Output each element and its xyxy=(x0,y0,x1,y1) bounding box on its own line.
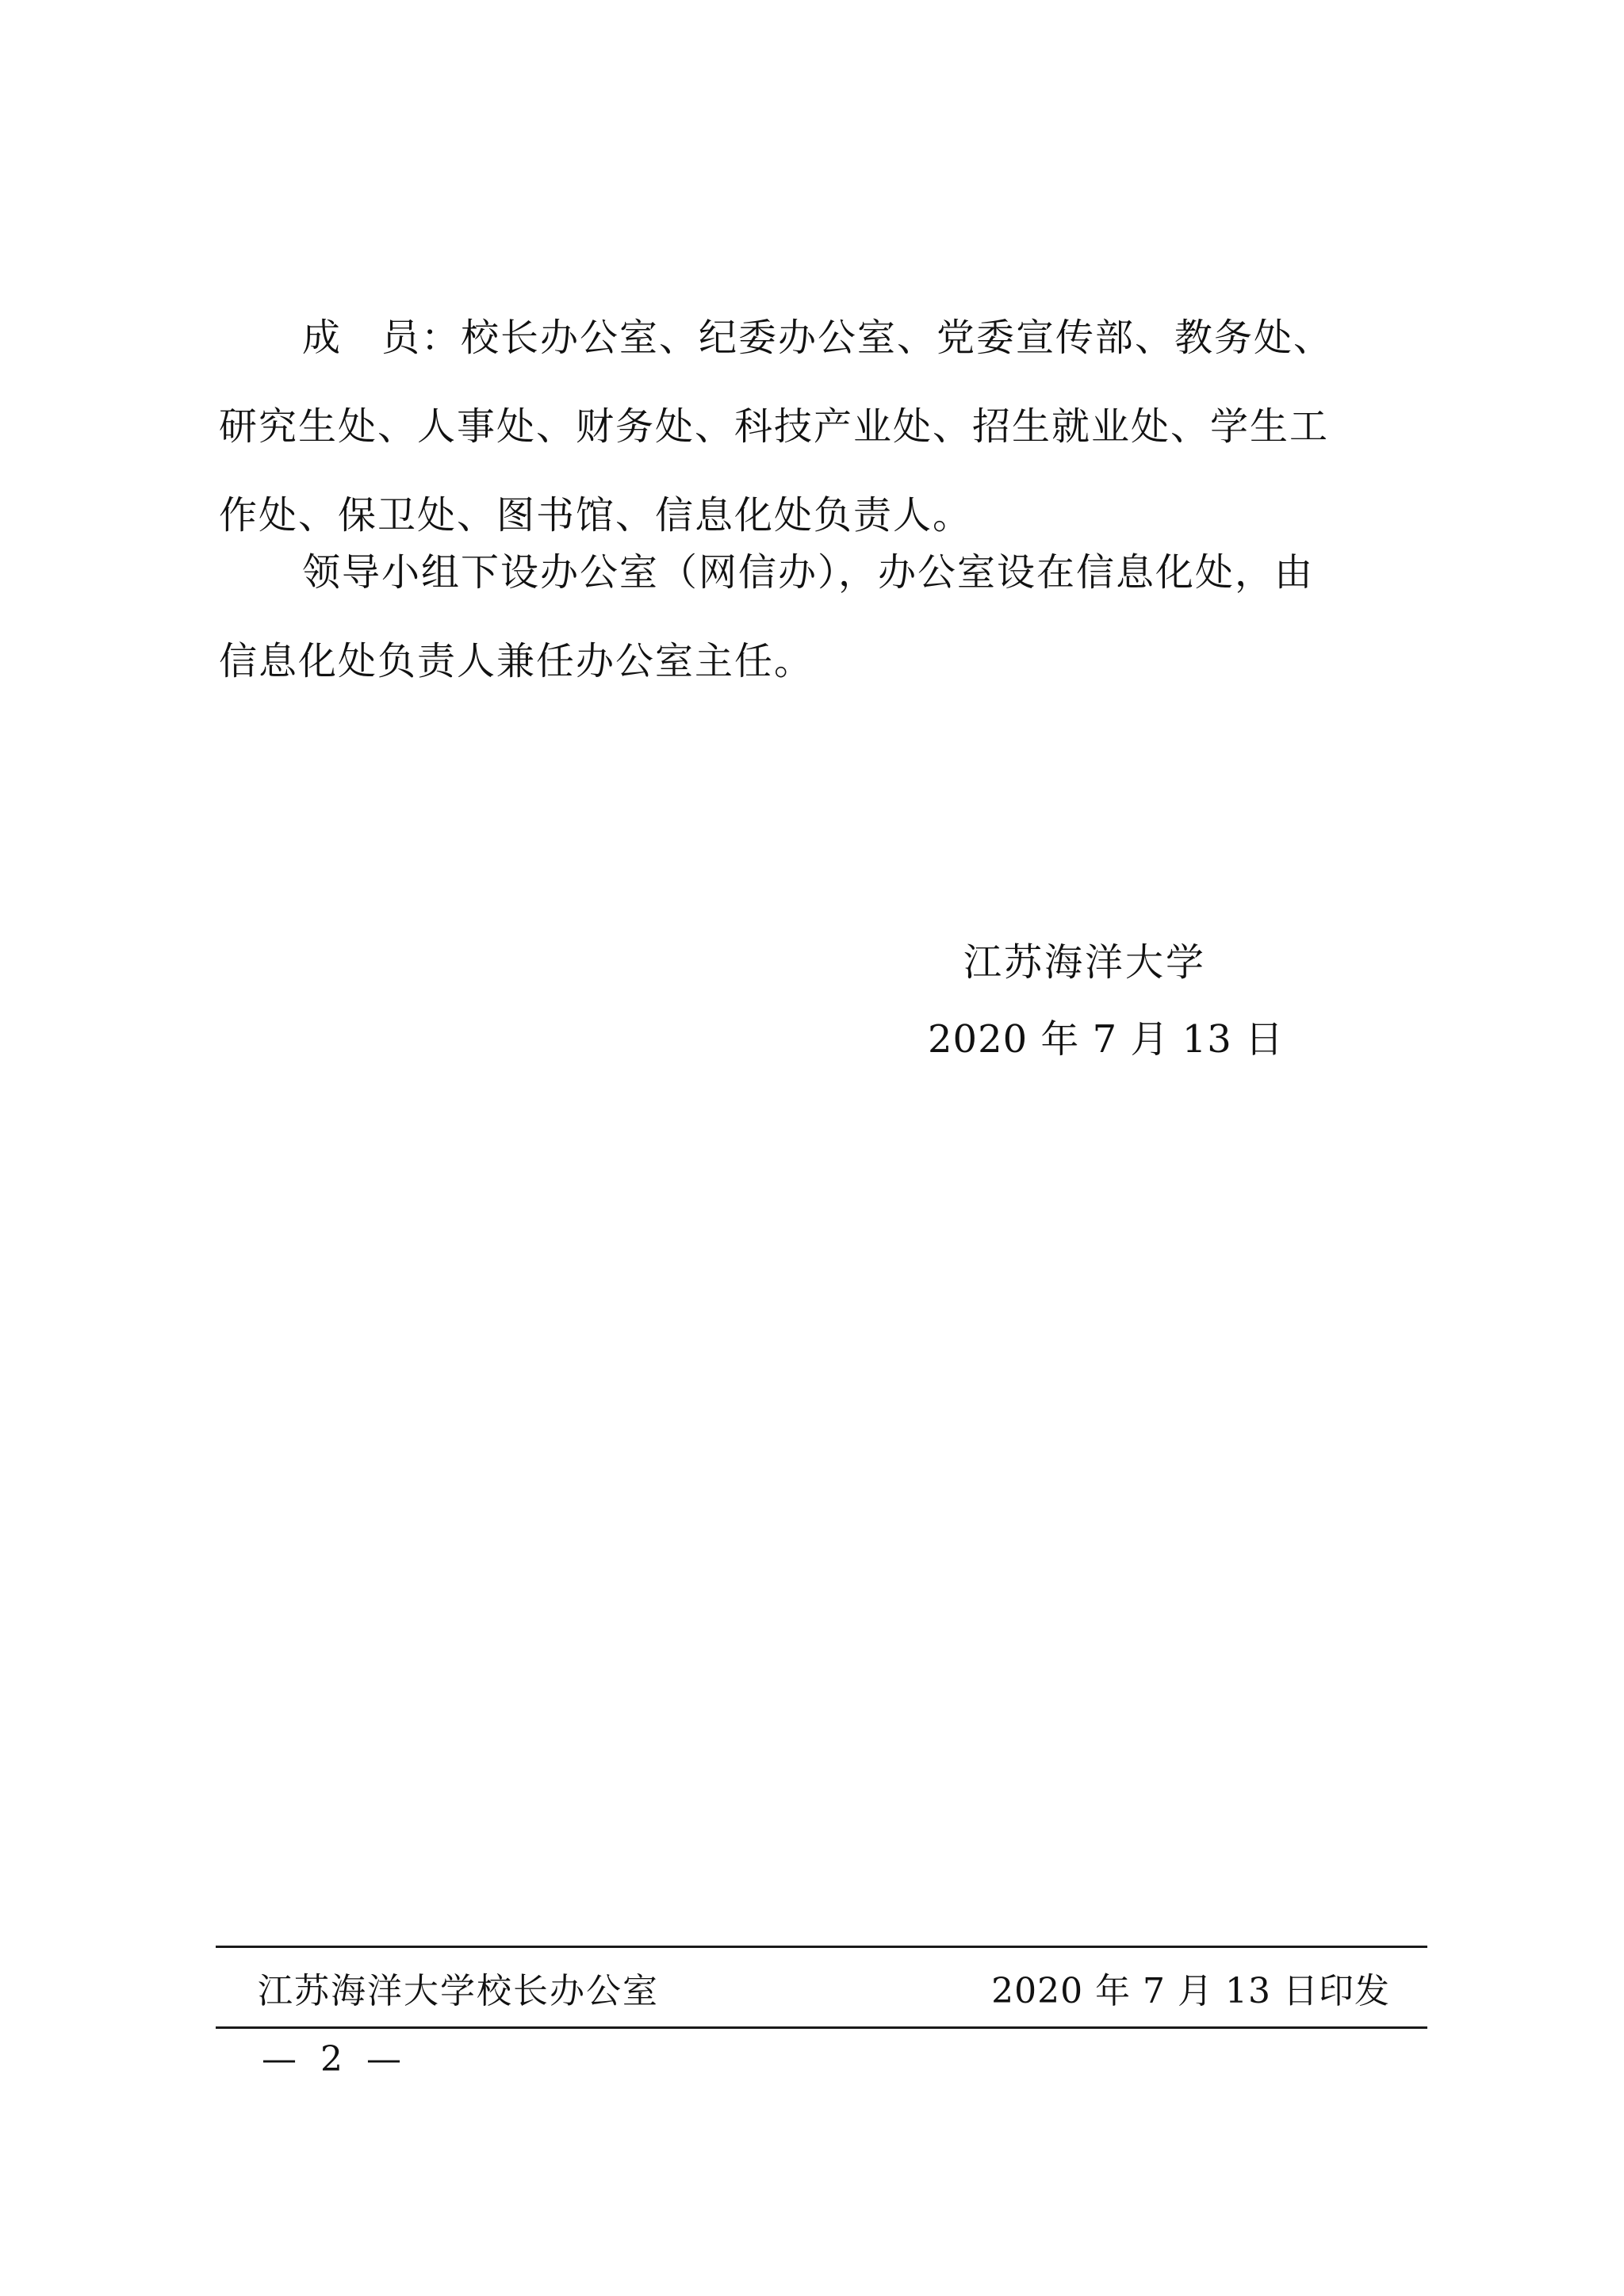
footer-issuer: 江苏海洋大学校长办公室 xyxy=(258,1971,659,2011)
office-line-2: 信息化处负责人兼任办公室主任。 xyxy=(219,639,814,683)
footer-issue-date: 2020 年 7 月 13 日印发 xyxy=(991,1971,1390,2011)
office-line-1: 领导小组下设办公室（网信办），办公室设在信息化处，由 xyxy=(302,550,1315,595)
page-number: — 2 — xyxy=(262,2039,408,2080)
members-line-2: 研究生处、人事处、财务处、科技产业处、招生就业处、学生工 xyxy=(219,404,1330,449)
footer-top-rule xyxy=(216,1946,1427,1948)
members-line-3: 作处、保卫处、图书馆、信息化处负责人。 xyxy=(219,493,973,538)
signature-organization: 江苏海洋大学 xyxy=(963,940,1207,985)
members-paragraph xyxy=(219,293,1427,560)
office-paragraph xyxy=(219,528,1427,706)
members-line-1: 成 员：校长办公室、纪委办公室、党委宣传部、教务处、 xyxy=(302,316,1334,360)
footer-bottom-rule xyxy=(216,2026,1427,2029)
signature-date: 2020 年 7 月 13 日 xyxy=(928,1017,1285,1062)
